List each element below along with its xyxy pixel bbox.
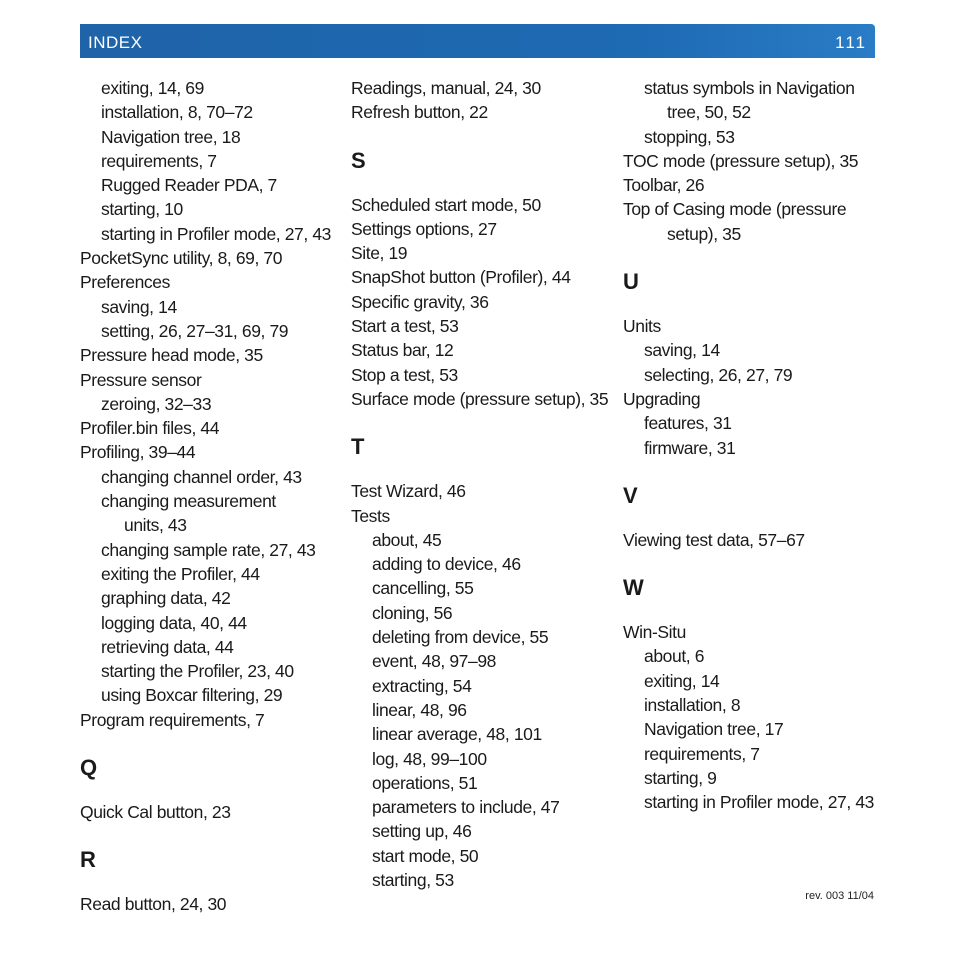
index-entry: Program requirements, 7 bbox=[80, 709, 265, 730]
index-column-2 bbox=[351, 76, 616, 892]
index-subentry: using Boxcar filtering, 29 bbox=[101, 685, 283, 706]
index-section-letter: V bbox=[623, 482, 638, 508]
index-entry: Read button, 24, 30 bbox=[80, 894, 227, 915]
index-entry: Win-Situ bbox=[623, 622, 686, 643]
index-subentry: saving, 14 bbox=[101, 296, 177, 317]
index-entry: Viewing test data, 57–67 bbox=[623, 529, 805, 550]
index-subentry: changing sample rate, 27, 43 bbox=[101, 539, 316, 560]
index-section-letter: S bbox=[351, 147, 366, 173]
index-subentry: starting in Profiler mode, 27, 43 bbox=[644, 792, 874, 813]
index-entry: Scheduled start mode, 50 bbox=[351, 194, 541, 215]
index-subentry: Navigation tree, 18 bbox=[101, 126, 241, 147]
index-subentry: graphing data, 42 bbox=[101, 588, 231, 609]
index-subentry: logging data, 40, 44 bbox=[101, 612, 247, 633]
index-entry: Top of Casing mode (pressure bbox=[623, 199, 847, 220]
index-subentry: selecting, 26, 27, 79 bbox=[644, 364, 793, 385]
index-subentry: linear average, 48, 101 bbox=[372, 724, 542, 745]
index-entry: Refresh button, 22 bbox=[351, 102, 488, 123]
index-subentry: starting the Profiler, 23, 40 bbox=[101, 661, 294, 682]
revision-note: rev. 003 11/04 bbox=[805, 890, 874, 902]
index-entry: Site, 19 bbox=[351, 243, 408, 264]
index-subentry: exiting, 14 bbox=[644, 670, 720, 691]
index-subentry: retrieving data, 44 bbox=[101, 636, 234, 657]
index-entry: Specific gravity, 36 bbox=[351, 291, 489, 312]
index-entry: Start a test, 53 bbox=[351, 316, 459, 337]
index-subentry: adding to device, 46 bbox=[372, 554, 521, 575]
index-subentry: changing channel order, 43 bbox=[101, 466, 302, 487]
index-subentry: saving, 14 bbox=[644, 340, 720, 361]
index-subentry: units, 43 bbox=[124, 515, 187, 536]
index-entry: Pressure head mode, 35 bbox=[80, 345, 263, 366]
index-subentry: linear, 48, 96 bbox=[372, 699, 467, 720]
index-entry: Upgrading bbox=[623, 388, 701, 409]
index-entry: PocketSync utility, 8, 69, 70 bbox=[80, 248, 283, 269]
index-section-letter: Q bbox=[80, 755, 98, 781]
index-subentry: requirements, 7 bbox=[644, 743, 760, 764]
index-subentry: exiting, 14, 69 bbox=[101, 78, 204, 98]
index-entry: TOC mode (pressure setup), 35 bbox=[623, 150, 859, 171]
index-subentry: Rugged Reader PDA, 7 bbox=[101, 175, 277, 196]
index-entry: Stop a test, 53 bbox=[351, 364, 458, 385]
index-subentry: tree, 50, 52 bbox=[667, 102, 751, 123]
index-entry: Units bbox=[623, 316, 661, 337]
index-section-letter: R bbox=[80, 847, 96, 873]
index-subentry: log, 48, 99–100 bbox=[372, 748, 487, 769]
index-entry: SnapShot button (Profiler), 44 bbox=[351, 267, 571, 288]
index-subentry: stopping, 53 bbox=[644, 126, 735, 147]
index-subentry: starting in Profiler mode, 27, 43 bbox=[101, 223, 331, 244]
index-subentry: requirements, 7 bbox=[101, 150, 217, 171]
index-entry: Tests bbox=[351, 505, 390, 526]
index-section-letter: T bbox=[351, 434, 365, 460]
index-subentry: installation, 8, 70–72 bbox=[101, 102, 253, 123]
index-entry: Pressure sensor bbox=[80, 369, 202, 390]
page-number: 111 bbox=[835, 33, 867, 52]
index-subentry: cancelling, 55 bbox=[372, 578, 474, 599]
index-subentry: setup), 35 bbox=[667, 223, 741, 244]
index-subentry: starting, 10 bbox=[101, 199, 183, 220]
index-subentry: installation, 8 bbox=[644, 695, 741, 716]
header-bar bbox=[80, 24, 875, 58]
index-subentry: deleting from device, 55 bbox=[372, 627, 549, 648]
index-subentry: parameters to include, 47 bbox=[372, 797, 560, 818]
index-column-3 bbox=[623, 76, 903, 815]
index-entry: Settings options, 27 bbox=[351, 218, 497, 239]
index-column-1 bbox=[80, 76, 340, 917]
index-subentry: changing measurement bbox=[101, 491, 276, 512]
index-subentry: firmware, 31 bbox=[644, 437, 736, 458]
index-section-letter: W bbox=[623, 575, 644, 601]
index-subentry: extracting, 54 bbox=[372, 675, 472, 696]
index-entry: Surface mode (pressure setup), 35 bbox=[351, 388, 609, 409]
index-subentry: setting up, 46 bbox=[372, 821, 472, 842]
index-entry: Test Wizard, 46 bbox=[351, 481, 466, 502]
index-subentry: about, 6 bbox=[644, 646, 705, 667]
index-entry: Status bar, 12 bbox=[351, 340, 454, 361]
index-subentry: zeroing, 32–33 bbox=[101, 393, 212, 414]
index-subentry: Navigation tree, 17 bbox=[644, 719, 784, 740]
index-subentry: start mode, 50 bbox=[372, 845, 479, 866]
index-entry: Readings, manual, 24, 30 bbox=[351, 78, 541, 98]
index-subentry: status symbols in Navigation bbox=[644, 78, 855, 98]
index-subentry: setting, 26, 27–31, 69, 79 bbox=[101, 320, 289, 341]
index-subentry: cloning, 56 bbox=[372, 602, 453, 623]
index-subentry: event, 48, 97–98 bbox=[372, 651, 496, 672]
section-title: INDEX bbox=[88, 33, 143, 52]
index-subentry: features, 31 bbox=[644, 413, 732, 434]
index-entry: Profiling, 39–44 bbox=[80, 442, 196, 463]
index-subentry: starting, 9 bbox=[644, 767, 717, 788]
index-subentry: operations, 51 bbox=[372, 772, 478, 793]
index-subentry: starting, 53 bbox=[372, 870, 454, 891]
index-entry: Quick Cal button, 23 bbox=[80, 802, 231, 823]
index-subentry: about, 45 bbox=[372, 529, 442, 550]
index-entry: Profiler.bin files, 44 bbox=[80, 418, 220, 439]
index-subentry: exiting the Profiler, 44 bbox=[101, 563, 260, 584]
index-entry: Preferences bbox=[80, 272, 170, 293]
index-entry: Toolbar, 26 bbox=[623, 175, 705, 196]
index-section-letter: U bbox=[623, 269, 639, 295]
